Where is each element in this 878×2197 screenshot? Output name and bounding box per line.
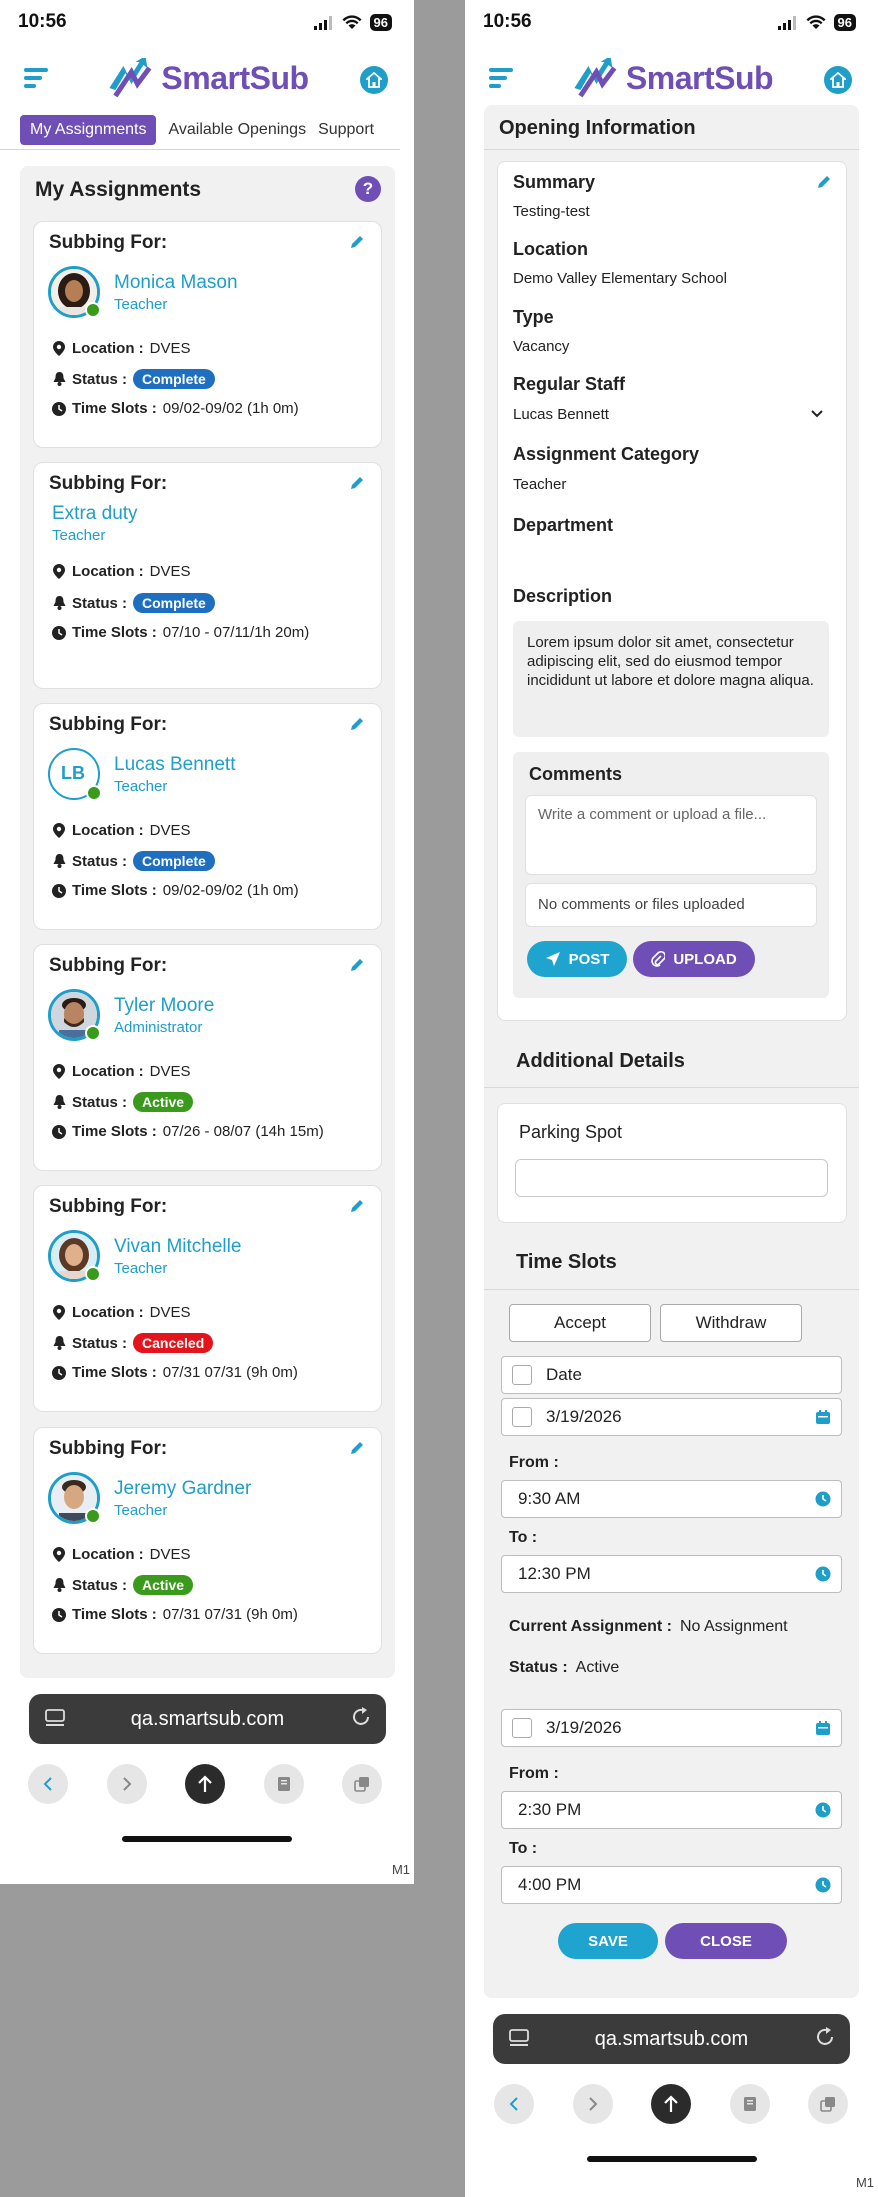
clock-icon: [52, 402, 66, 416]
app-logo: [105, 58, 308, 98]
calendar-icon[interactable]: [815, 1409, 831, 1430]
save-label: SAVE: [588, 1932, 628, 1950]
slot-checkbox[interactable]: [512, 1718, 532, 1738]
signal-icon: [778, 16, 798, 30]
parking-spot-label: Parking Spot: [519, 1122, 623, 1142]
status-label: Status :: [72, 1576, 128, 1594]
select-all-checkbox[interactable]: [512, 1365, 532, 1385]
location-pin-icon: [52, 1064, 66, 1079]
regular-staff-label: Regular Staff: [513, 374, 626, 394]
status-bar: [465, 0, 878, 48]
book-icon: [742, 2096, 758, 2112]
from-label: From :: [509, 1454, 559, 1471]
time-slots-label: Time Slots :: [72, 400, 157, 417]
forward-button[interactable]: [573, 2084, 613, 2124]
time-slots-value: 07/26 - 08/07 (14h 15m): [162, 1123, 324, 1140]
pencil-icon[interactable]: [349, 1440, 365, 1461]
slot-date-row[interactable]: [501, 1398, 842, 1436]
slot-date-row[interactable]: [501, 1709, 842, 1747]
status-time: 10:56: [483, 11, 532, 32]
pencil-icon[interactable]: [349, 475, 365, 496]
divider: [484, 1087, 859, 1088]
comments-empty-message: No comments or files uploaded: [525, 883, 817, 927]
time-slots-title: Time Slots: [516, 1251, 617, 1273]
chevron-right-icon: [587, 2096, 599, 2112]
app-logo: [570, 58, 773, 98]
status-badge: Complete: [133, 593, 215, 613]
summary-value: Testing-test: [513, 203, 590, 220]
location-label: Location: [513, 239, 588, 259]
time-slots-value: 09/02-09/02 (1h 0m): [162, 400, 299, 417]
time-slots-label: Time Slots :: [72, 624, 157, 641]
back-button[interactable]: [28, 1764, 68, 1804]
status-badge: Complete: [133, 851, 215, 871]
status-label: Status :: [72, 370, 128, 388]
avatar-initials: LB: [61, 762, 85, 783]
subbing-for-label: Subbing For:: [49, 1196, 168, 1217]
help-icon[interactable]: ?: [355, 176, 381, 202]
tabs-icon: [820, 2096, 836, 2112]
location-pin-icon: [52, 564, 66, 579]
status-row: [52, 369, 215, 389]
chevron-right-icon: [121, 1776, 133, 1792]
battery-indicator: 96: [370, 14, 392, 31]
summary-label: Summary: [513, 172, 596, 192]
browser-url-bar[interactable]: [493, 2014, 850, 2064]
regular-staff-value: Lucas Bennett: [513, 406, 609, 423]
page-menu-icon[interactable]: [509, 2029, 529, 2053]
arrow-up-icon: [197, 1775, 213, 1793]
location-label: Location :: [72, 1304, 144, 1321]
forward-button[interactable]: [107, 1764, 147, 1804]
location-value: DVES: [149, 822, 191, 839]
location-row: [52, 1304, 191, 1321]
comments-section: [513, 752, 829, 998]
person-name[interactable]: Vivan Mitchelle: [114, 1236, 242, 1257]
assignment-card[interactable]: [33, 1185, 382, 1412]
app-name: SmartSub: [625, 59, 774, 96]
person-role: Teacher: [114, 1260, 168, 1277]
location-pin-icon: [52, 823, 66, 838]
from-time-value: 2:30 PM: [518, 1800, 582, 1819]
time-slots-row: [52, 624, 309, 641]
bell-icon: [52, 854, 66, 868]
assignment-category-label: Assignment Category: [513, 444, 700, 464]
bell-icon: [52, 372, 66, 386]
time-slots-label: Time Slots :: [72, 1606, 157, 1623]
share-button[interactable]: [185, 1764, 225, 1804]
accept-button[interactable]: Accept: [509, 1304, 651, 1342]
avatar: [48, 989, 100, 1041]
slot-checkbox[interactable]: [512, 1407, 532, 1427]
clock-icon: [52, 1608, 66, 1622]
time-slots-row: [52, 1606, 298, 1623]
status-row: [52, 1333, 213, 1353]
status-row: [52, 1092, 193, 1112]
person-name[interactable]: Extra duty: [52, 503, 138, 524]
person-role: Teacher: [52, 527, 106, 544]
current-assignment-value: No Assignment: [679, 1618, 788, 1635]
additional-details-title: Additional Details: [516, 1050, 685, 1072]
to-label: To :: [509, 1529, 538, 1546]
browser-url-bar[interactable]: [29, 1694, 386, 1744]
save-button[interactable]: [558, 1923, 658, 1959]
app-name: SmartSub: [161, 59, 309, 96]
current-assignment-label: Current Assignment :: [509, 1618, 672, 1635]
time-slots-value: 07/10 - 07/11/1h 20m): [162, 624, 310, 641]
close-button[interactable]: [665, 1923, 787, 1959]
time-slots-value: 07/31 07/31 (9h 0m): [162, 1364, 298, 1381]
opening-info-card: [497, 161, 847, 1021]
location-row: [52, 1063, 191, 1080]
clock-icon: [52, 626, 66, 640]
location-label: Location :: [72, 340, 144, 357]
slot-status-row: [509, 1659, 619, 1677]
bookmarks-button[interactable]: [730, 2084, 770, 2124]
status-row: [52, 593, 215, 613]
pencil-icon[interactable]: [816, 174, 832, 195]
person-role: Teacher: [114, 296, 168, 313]
opening-panel: [484, 105, 859, 1998]
comment-input[interactable]: Write a comment or upload a file...: [525, 795, 817, 875]
status-time: 10:56: [18, 11, 67, 32]
menu-icon[interactable]: [24, 68, 48, 92]
paperclip-icon: [651, 951, 665, 967]
page-menu-icon[interactable]: [45, 1709, 65, 1733]
avatar: [48, 1472, 100, 1524]
time-slots-row: [52, 1123, 324, 1140]
clock-icon[interactable]: [815, 1491, 831, 1512]
post-label: POST: [568, 950, 610, 968]
type-label: Type: [513, 307, 554, 327]
url-text: qa.smartsub.com: [130, 1707, 285, 1730]
verified-icon: [85, 1508, 101, 1524]
upload-label: UPLOAD: [673, 950, 737, 968]
signal-icon: [314, 16, 334, 30]
clock-icon[interactable]: [815, 1566, 831, 1587]
send-icon: [545, 951, 561, 967]
device-label: M1: [391, 1862, 410, 1877]
assignment-card[interactable]: [33, 1427, 382, 1654]
status-badge: Complete: [133, 369, 215, 389]
person-name[interactable]: Jeremy Gardner: [114, 1478, 252, 1499]
avatar: [48, 266, 100, 318]
divider: [484, 1289, 859, 1290]
time-slots-label: Time Slots :: [72, 1123, 157, 1140]
location-value: DVES: [149, 1546, 191, 1563]
tabs-icon: [354, 1776, 370, 1792]
location-label: Location :: [72, 563, 144, 580]
clock-icon[interactable]: [815, 1877, 831, 1898]
time-slots-label: Time Slots :: [72, 882, 157, 899]
time-slots-label: Time Slots :: [72, 1364, 157, 1381]
bell-icon: [52, 1095, 66, 1109]
from-time-value: 9:30 AM: [518, 1489, 581, 1508]
menu-icon[interactable]: [489, 68, 513, 92]
smartsub-logo-icon: [105, 58, 157, 98]
location-row: [52, 563, 191, 580]
person-name[interactable]: Monica Mason: [114, 272, 238, 293]
assignment-category-value: Teacher: [513, 476, 567, 493]
location-value: DVES: [149, 1063, 191, 1080]
slot-date: 3/19/2026: [546, 1407, 622, 1426]
from-time-input[interactable]: [501, 1791, 842, 1829]
tab-bar: [0, 110, 400, 150]
share-button[interactable]: [651, 2084, 691, 2124]
reload-icon[interactable]: [814, 2026, 836, 2054]
description-label: Description: [513, 586, 613, 606]
location-row: [52, 340, 191, 357]
from-label: From :: [509, 1765, 559, 1782]
close-label: CLOSE: [700, 1932, 752, 1950]
location-pin-icon: [52, 1305, 66, 1320]
back-button[interactable]: [494, 2084, 534, 2124]
location-pin-icon: [52, 341, 66, 356]
location-value: DVES: [149, 563, 191, 580]
panel-title: My Assignments: [35, 178, 202, 201]
assignment-card[interactable]: [33, 703, 382, 930]
screen-opening-information: [465, 0, 878, 2197]
department-label: Department: [513, 515, 614, 535]
bookmarks-button[interactable]: [264, 1764, 304, 1804]
calendar-icon[interactable]: [815, 1720, 831, 1741]
arrow-up-icon: [663, 2095, 679, 2113]
time-slots-value: 07/31 07/31 (9h 0m): [162, 1606, 298, 1623]
to-time-value: 12:30 PM: [518, 1564, 591, 1583]
bell-icon: [52, 596, 66, 610]
browser-toolbar: [494, 2084, 848, 2128]
my-assignments-panel: [20, 166, 395, 1678]
slot-status-value: Active: [575, 1659, 620, 1676]
status-label: Status :: [72, 594, 128, 612]
comments-title: Comments: [529, 764, 623, 784]
subbing-for-label: Subbing For:: [49, 714, 168, 735]
status-row: [52, 851, 215, 871]
from-time-input[interactable]: [501, 1480, 842, 1518]
subbing-for-label: Subbing For:: [49, 232, 168, 253]
tab-my-assignments[interactable]: My Assignments: [20, 115, 156, 145]
current-assignment-row: [509, 1618, 788, 1636]
location-pin-icon: [52, 1547, 66, 1562]
assignment-card[interactable]: [33, 944, 382, 1171]
pencil-icon[interactable]: [349, 716, 365, 737]
home-indicator[interactable]: [587, 2156, 757, 2162]
smartsub-logo-icon: [570, 58, 622, 98]
screen-my-assignments: [0, 0, 414, 1884]
home-icon: [366, 72, 382, 88]
status-label: Status :: [72, 1334, 128, 1352]
verified-icon: [85, 1025, 101, 1041]
time-slots-value: 09/02-09/02 (1h 0m): [162, 882, 299, 899]
status-label: Status :: [72, 852, 128, 870]
date-header-row: [501, 1356, 842, 1394]
device-label: M1: [855, 2175, 874, 2190]
chevron-left-icon: [42, 1776, 54, 1792]
person-role: Administrator: [114, 1019, 203, 1036]
upload-button[interactable]: [633, 941, 755, 977]
slot-status-label: Status :: [509, 1659, 568, 1676]
to-time-input[interactable]: [501, 1555, 842, 1593]
person-role: Teacher: [114, 1502, 168, 1519]
to-label: To :: [509, 1840, 538, 1857]
battery-indicator: 96: [834, 14, 856, 31]
reload-icon[interactable]: [350, 1706, 372, 1734]
browser-toolbar: [28, 1764, 382, 1808]
subbing-for-label: Subbing For:: [49, 955, 168, 976]
status-row: [52, 1575, 193, 1595]
status-bar: [0, 0, 414, 48]
location-row: [52, 1546, 191, 1563]
tabs-button[interactable]: [808, 2084, 848, 2124]
pencil-icon[interactable]: [349, 957, 365, 978]
verified-icon: [85, 1266, 101, 1282]
tab-support[interactable]: Support: [318, 120, 375, 138]
status-badge: Canceled: [133, 1333, 213, 1353]
location-label: Location :: [72, 1546, 144, 1563]
bell-icon: [52, 1336, 66, 1350]
location-value: DVES: [149, 1304, 191, 1321]
subbing-for-label: Subbing For:: [49, 1438, 168, 1459]
tabs-button[interactable]: [342, 1764, 382, 1804]
verified-icon: [85, 302, 101, 318]
date-header: Date: [546, 1365, 582, 1384]
wifi-icon: [342, 15, 362, 30]
chevron-down-icon[interactable]: [810, 406, 824, 424]
assignment-card[interactable]: [33, 221, 382, 448]
location-row: [52, 822, 191, 839]
wifi-icon: [806, 15, 826, 30]
home-indicator[interactable]: [122, 1836, 292, 1842]
to-time-value: 4:00 PM: [518, 1875, 582, 1894]
person-name[interactable]: Tyler Moore: [114, 995, 215, 1016]
chevron-left-icon: [508, 2096, 520, 2112]
home-button[interactable]: [360, 66, 388, 94]
avatar: [48, 1230, 100, 1282]
to-time-input[interactable]: [501, 1866, 842, 1904]
description-text: Lorem ipsum dolor sit amet, consectetur adipiscing elit, sed do eiusmod tempor incididunt ut labore et dolore magna aliqua.: [513, 621, 829, 737]
location-value: Demo Valley Elementary School: [513, 270, 727, 287]
status-badge: Active: [133, 1092, 193, 1112]
clock-icon[interactable]: [815, 1802, 831, 1823]
parking-spot-card: [497, 1103, 847, 1223]
avatar: [48, 748, 100, 800]
clock-icon: [52, 1366, 66, 1380]
opening-title: Opening Information: [499, 117, 696, 139]
withdraw-button[interactable]: Withdraw: [660, 1304, 802, 1342]
location-label: Location :: [72, 822, 144, 839]
time-slots-row: [52, 400, 299, 417]
subbing-for-label: Subbing For:: [49, 473, 168, 494]
post-button[interactable]: [527, 941, 627, 977]
clock-icon: [52, 1125, 66, 1139]
time-slots-row: [52, 882, 299, 899]
pencil-icon[interactable]: [349, 234, 365, 255]
status-label: Status :: [72, 1093, 128, 1111]
status-badge: Active: [133, 1575, 193, 1595]
bell-icon: [52, 1578, 66, 1592]
person-name[interactable]: Lucas Bennett: [114, 754, 236, 775]
url-text: qa.smartsub.com: [594, 2027, 749, 2050]
assignment-card[interactable]: [33, 462, 382, 689]
parking-spot-input[interactable]: [515, 1159, 828, 1197]
divider: [484, 149, 859, 150]
location-label: Location :: [72, 1063, 144, 1080]
verified-icon: [86, 785, 102, 801]
time-slots-row: [52, 1364, 298, 1381]
app-header: [465, 48, 878, 110]
person-role: Teacher: [114, 778, 168, 795]
book-icon: [276, 1776, 292, 1792]
app-header: [0, 48, 414, 110]
home-button[interactable]: [824, 66, 852, 94]
home-icon: [830, 72, 846, 88]
slot-date: 3/19/2026: [546, 1718, 622, 1737]
tab-available-openings[interactable]: Available Openings: [168, 120, 307, 138]
type-value: Vacancy: [513, 338, 570, 355]
clock-icon: [52, 884, 66, 898]
location-value: DVES: [149, 340, 191, 357]
pencil-icon[interactable]: [349, 1198, 365, 1219]
